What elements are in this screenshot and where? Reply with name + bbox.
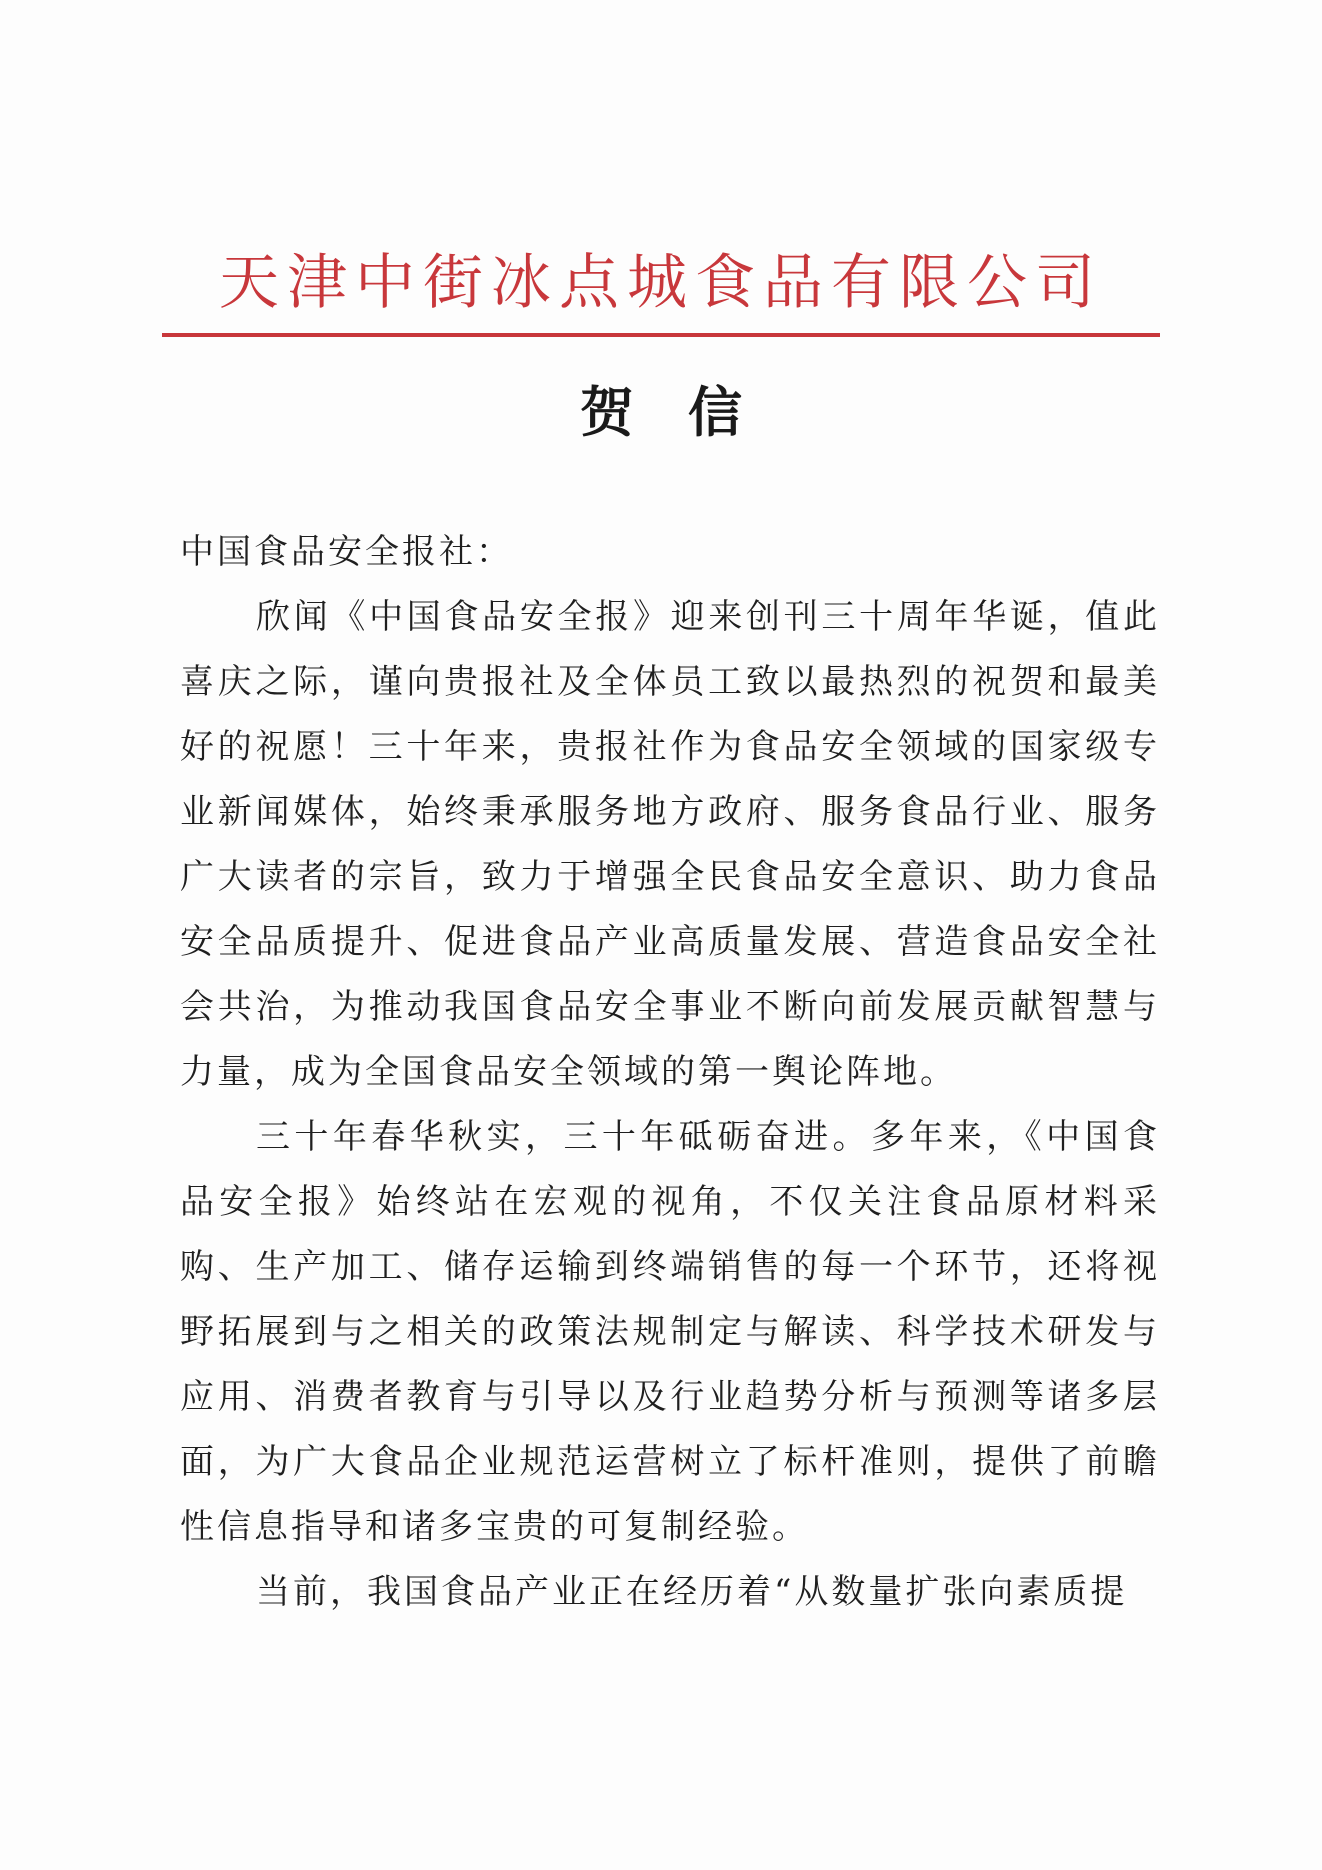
paragraph-1: 欣闻《中国食品安全报》迎来创刊三十周年华诞，值此喜庆之际，谨向贵报社及全体员工致以最热烈的祝贺和最美好的祝愿！三十年来，贵报社作为食品安全领域的国家级专业新闻媒体，始终秉承服务地方政府、服务食品行业、服务广大读者的宗旨，致力于增强全民食品安全意识、助力食品安全品质提升、促进食品产业高质量发展、营造食品安全社会共治，为推动我国食品安全事业不断向前发展贡献智慧与力量，成为全国食品安全领域的第一舆论阵地。 <box>180 597 1160 1092</box>
company-letterhead: 天津中街冰点城食品有限公司 <box>219 248 1103 318</box>
paragraph-3: 当前，我国食品产业正在经历着“从数量扩张向素质提 <box>256 1572 1128 1612</box>
paragraph-2: 三十年春华秋实，三十年砥砺奋进。多年来，《中国食品安全报》始终站在宏观的视角，不仅关注食品原材料采购、生产加工、储存运输到终端销售的每一个环节，还将视野拓展到与之相关的政策法规制定与解读、科学技术研发与应用、消费者教育与引导以及行业趋势分析与预测等诸多层面，为广大食品企业规范运营树立了标杆准则，提供了前瞻性信息指导和诸多宝贵的可复制经验。 <box>180 1117 1160 1547</box>
letter-body <box>180 520 1160 1625</box>
document-title: 贺 信 <box>580 380 742 444</box>
salutation: 中国食品安全报社： <box>180 532 513 572</box>
letterhead-divider <box>162 333 1160 337</box>
